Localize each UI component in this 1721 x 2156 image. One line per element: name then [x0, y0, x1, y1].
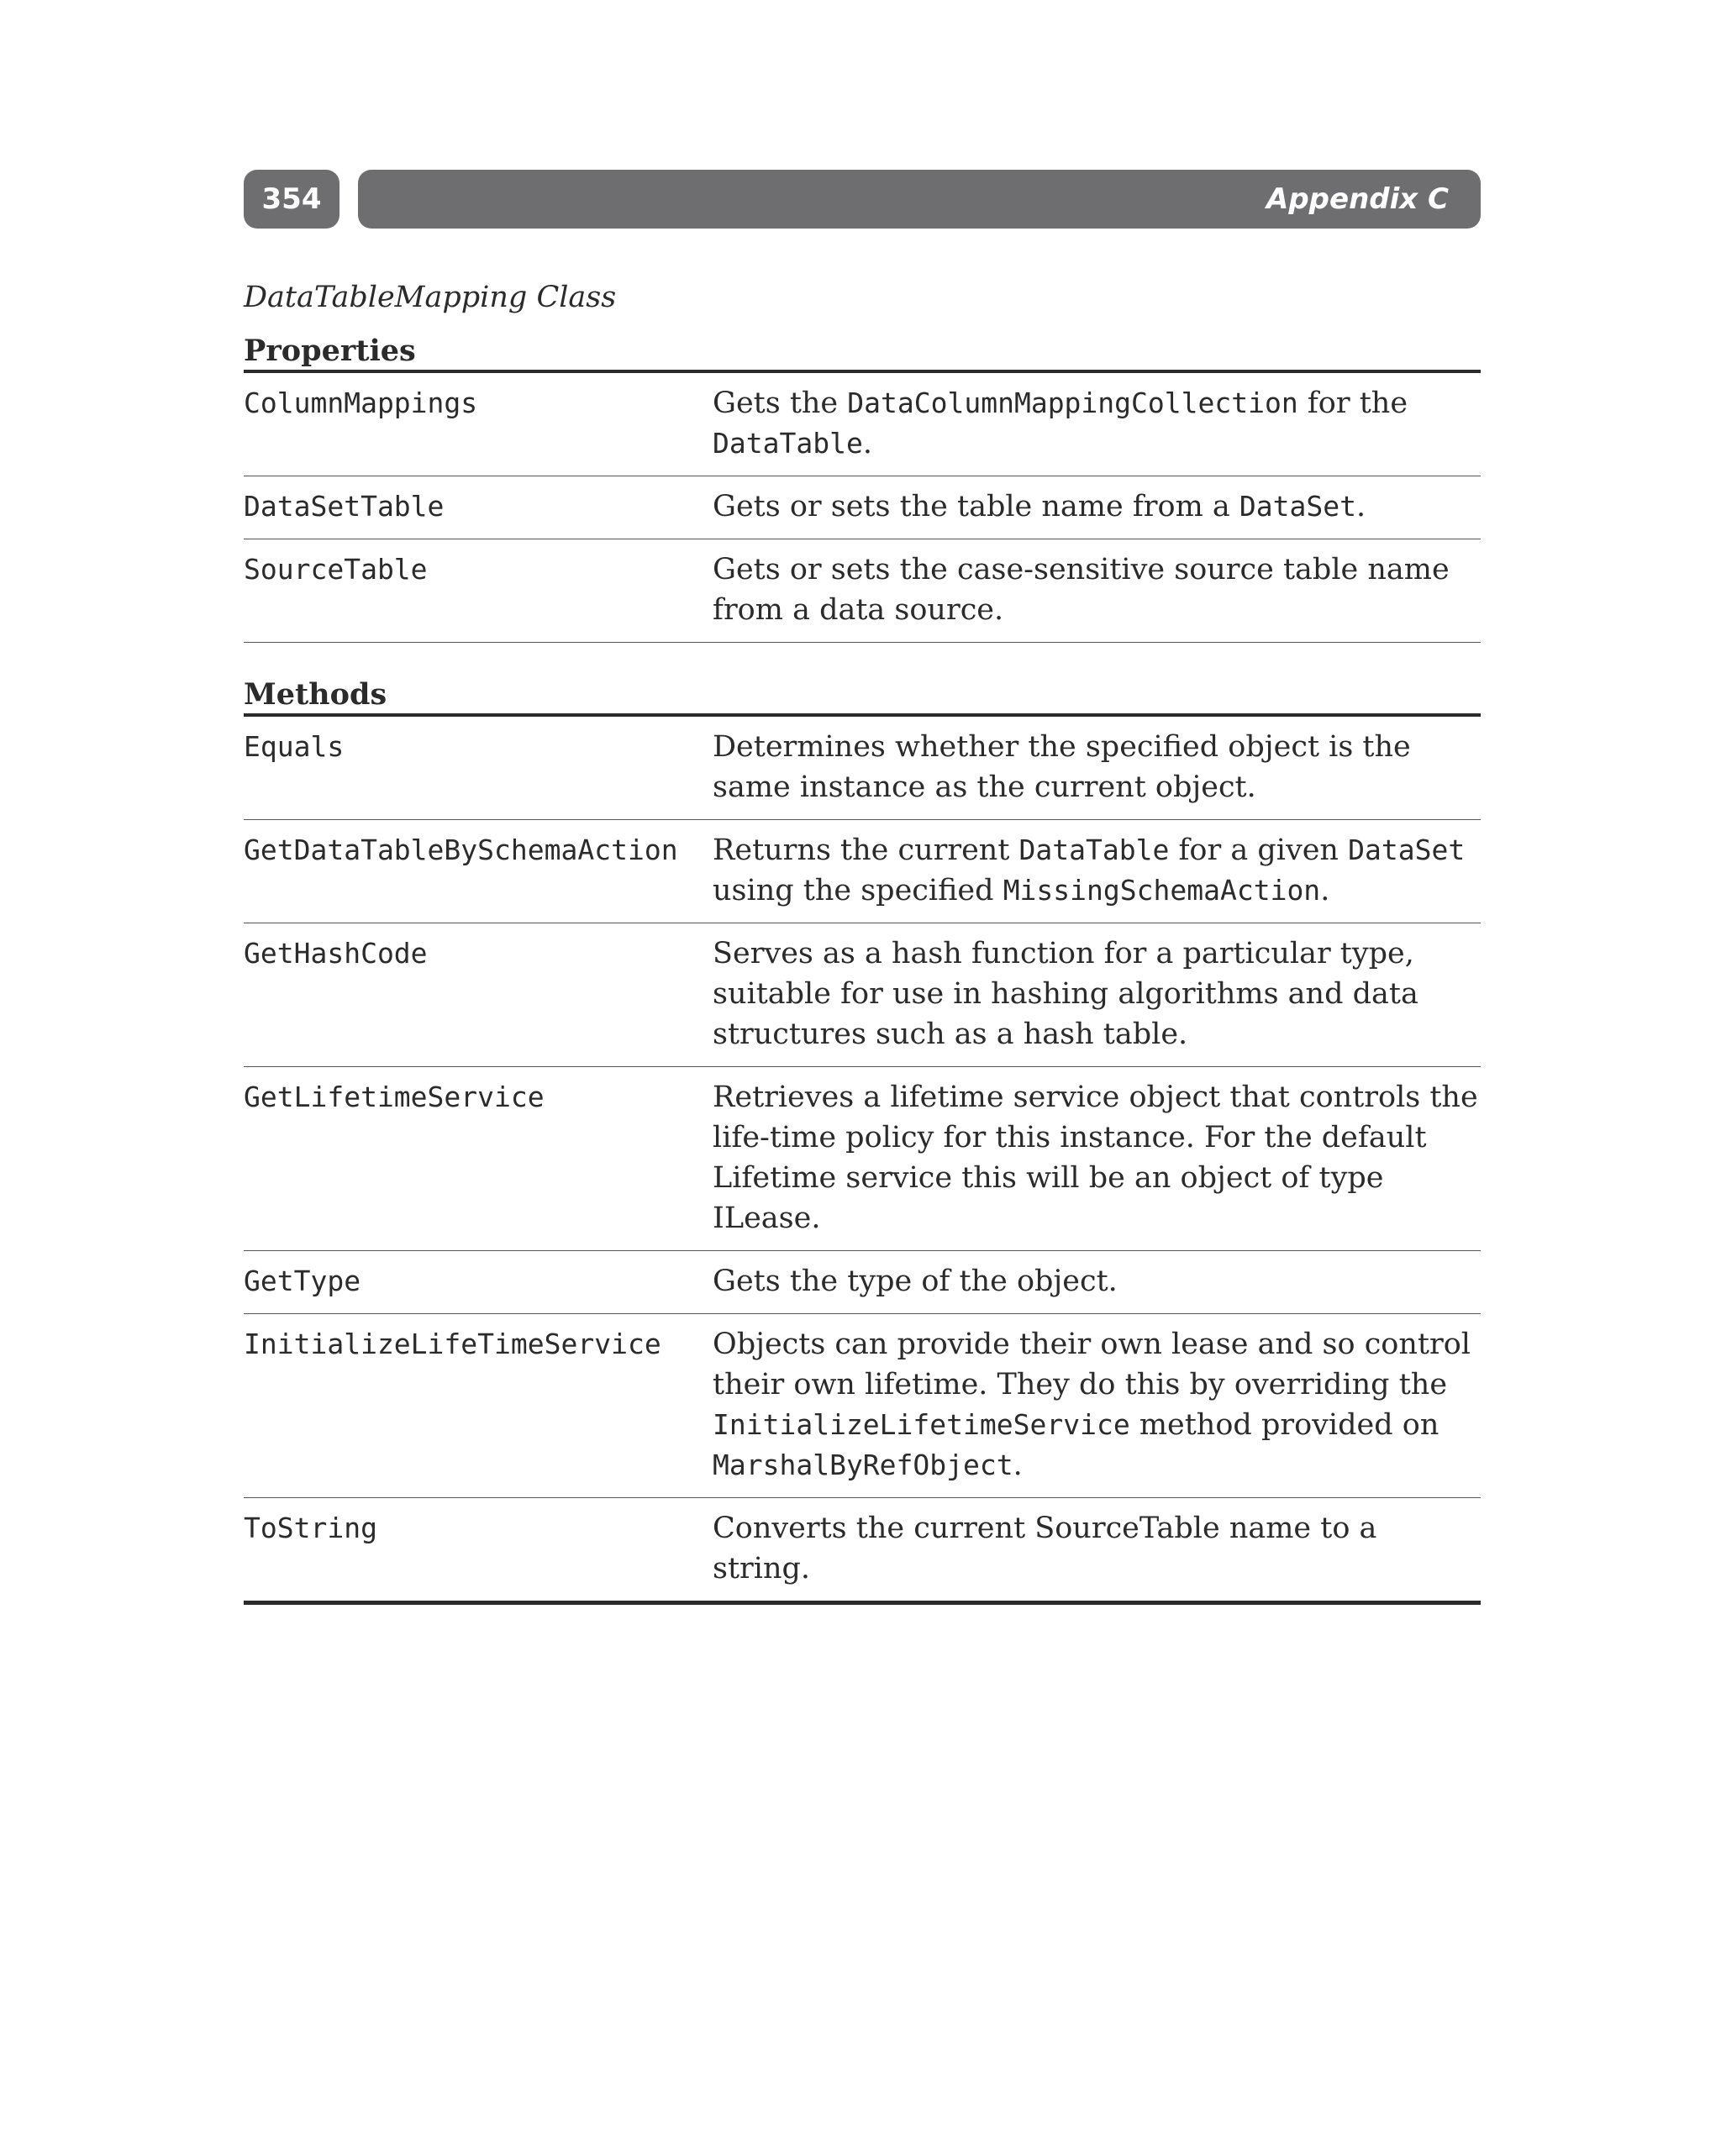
table-row [244, 371, 1481, 476]
code-fragment: MissingSchemaAction [1003, 874, 1321, 907]
table-row [244, 1498, 1481, 1603]
code-fragment: DataTable [1018, 833, 1170, 866]
member-name: GetHashCode [244, 923, 713, 1067]
text-fragment: using the specified [713, 874, 1003, 907]
text-fragment: Returns the current [713, 833, 1019, 867]
code-fragment: DataSet [1348, 833, 1466, 866]
table-row [244, 476, 1481, 539]
text-fragment: Serves as a hash function for a particular type, suitable for use in hashing algorithms and data structures such as a hash table. [713, 937, 1418, 1051]
member-description [713, 1067, 1481, 1251]
member-description [713, 539, 1481, 643]
text-fragment: Retrieves a lifetime service object that controls the life-time policy for this instance. For the default Lifetime service this will be an object of type ILease. [713, 1081, 1478, 1235]
text-fragment: method provided on [1129, 1408, 1439, 1442]
member-description [713, 715, 1481, 820]
member-description [713, 820, 1481, 923]
member-description [713, 476, 1481, 539]
code-fragment: DataTable [713, 427, 863, 460]
member-description [713, 1498, 1481, 1603]
running-title: Appendix C [1266, 182, 1449, 216]
member-name: ToString [244, 1512, 377, 1544]
table-row [244, 923, 1481, 1067]
text-fragment: . [1355, 490, 1366, 523]
text-fragment: for the [1297, 387, 1408, 420]
running-title-bar [358, 170, 1481, 229]
member-name: DataSetTable [244, 476, 713, 539]
code-fragment: DataSet [1239, 490, 1356, 523]
code-fragment: MarshalByRefObject [713, 1449, 1013, 1481]
member-name: GetDataTableBySchemaAction [244, 820, 713, 923]
text-fragment: . [862, 427, 872, 460]
text-fragment: Gets the type of the object. [713, 1265, 1118, 1298]
table-row [244, 1251, 1481, 1314]
table-row [244, 1067, 1481, 1251]
text-fragment: Gets or sets the case-sensitive source table name from a data source. [713, 553, 1450, 627]
table-row [244, 820, 1481, 923]
member-name: InitializeLifeTimeService [244, 1314, 713, 1498]
member-description [713, 923, 1481, 1067]
member-name: SourceTable [244, 539, 713, 643]
code-fragment: DataColumnMappingCollection [847, 387, 1298, 419]
text-fragment: . [1013, 1449, 1023, 1482]
page-header [244, 170, 1481, 229]
methods-heading: Methods [244, 677, 387, 712]
member-description [713, 371, 1481, 476]
table-row [244, 715, 1481, 820]
text-fragment: Gets the [713, 387, 848, 420]
page-number: 354 [244, 170, 339, 229]
table-row [244, 1314, 1481, 1498]
page-content [244, 274, 1481, 1605]
text-fragment: . [1320, 874, 1330, 907]
class-title: DataTableMapping Class [244, 281, 617, 314]
member-name: GetType [244, 1251, 713, 1314]
member-description [713, 1251, 1481, 1314]
properties-heading: Properties [244, 334, 416, 368]
text-fragment: Converts the current SourceTable name to a string. [713, 1512, 1377, 1585]
methods-table [244, 713, 1481, 1605]
member-name: Equals [244, 715, 713, 820]
table-row [244, 539, 1481, 643]
text-fragment: Gets or sets the table name from a [713, 490, 1239, 523]
member-description [713, 1314, 1481, 1498]
member-name: GetLifetimeService [244, 1067, 713, 1251]
code-fragment: InitializeLifetimeService [713, 1408, 1130, 1441]
text-fragment: for a given [1169, 833, 1349, 867]
member-name: ColumnMappings [244, 371, 713, 476]
properties-table [244, 370, 1481, 643]
text-fragment: Objects can provide their own lease and so control their own lifetime. They do this by overriding the [713, 1328, 1471, 1401]
text-fragment: Determines whether the specified object is the same instance as the current object. [713, 730, 1411, 804]
